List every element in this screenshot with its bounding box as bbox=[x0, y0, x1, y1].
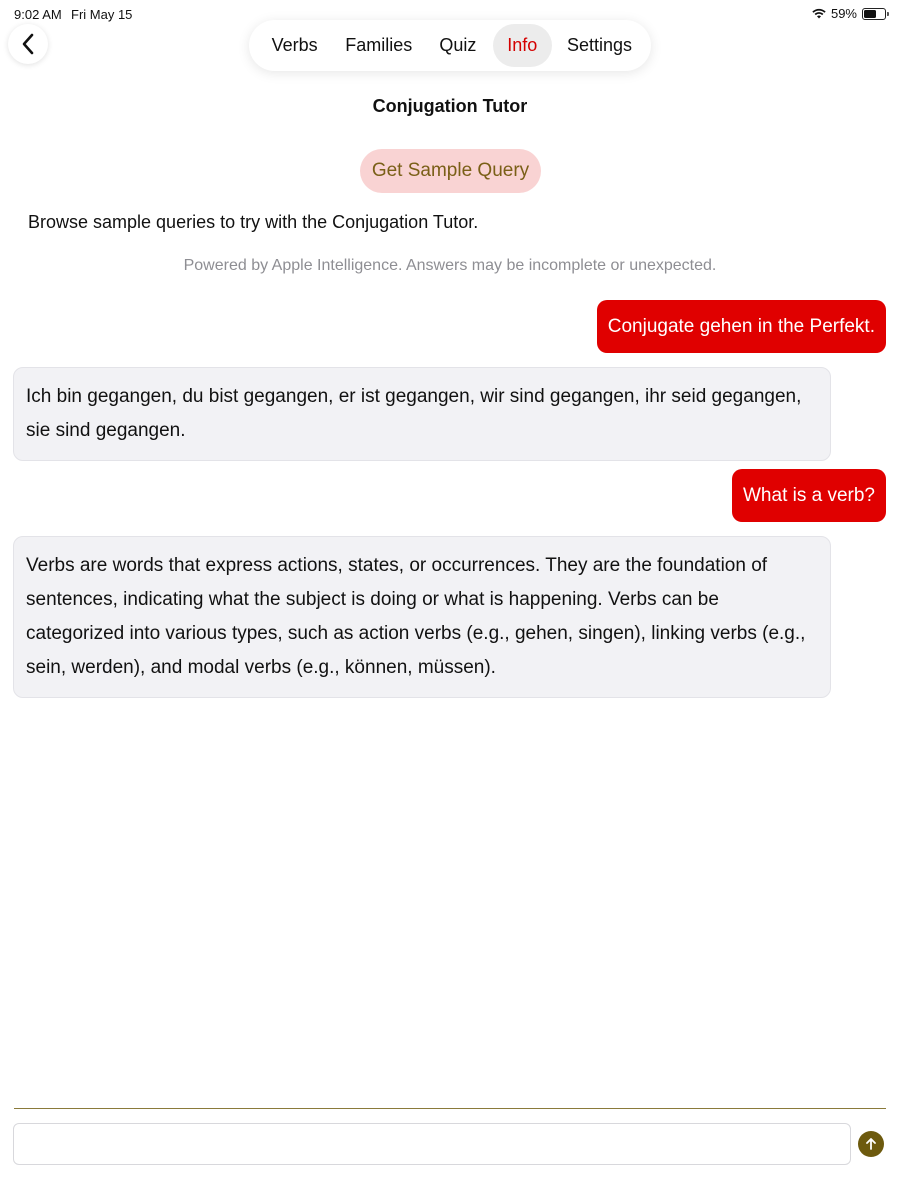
tab-verbs[interactable]: Verbs bbox=[271, 35, 318, 55]
assistant-message: Verbs are words that express actions, states, or occurrences. They are the foundation of sentences, indicating what the subject is doing or what is happening. Verbs can be categorized into various types, such as action verbs (e.g., gehen, singen), linking verbs (e.g., sein, werden), and modal verbs (e.g., können, müssen). bbox=[13, 536, 831, 698]
user-message: What is a verb? bbox=[732, 469, 886, 522]
battery-icon bbox=[862, 8, 886, 20]
user-message: Conjugate gehen in the Perfekt. bbox=[597, 300, 886, 353]
assistant-message: Ich bin gegangen, du bist gegangen, er ist gegangen, wir sind gegangen, ihr seid gegangen, sie sind gegangen. bbox=[13, 367, 831, 461]
arrow-up-icon bbox=[864, 1137, 878, 1151]
tab-quiz[interactable]: Quiz bbox=[439, 35, 477, 55]
wifi-icon bbox=[812, 8, 826, 19]
get-sample-query-button[interactable]: Get Sample Query bbox=[360, 149, 541, 193]
status-time: 9:02 AM bbox=[14, 7, 62, 22]
disclaimer-text: Powered by Apple Intelligence. Answers may be incomplete or unexpected. bbox=[183, 257, 717, 274]
chevron-left-icon bbox=[21, 33, 35, 55]
tab-bar bbox=[249, 20, 651, 71]
back-button[interactable] bbox=[8, 24, 48, 64]
page-title: Conjugation Tutor bbox=[372, 96, 528, 116]
status-date: Fri May 15 bbox=[71, 7, 133, 22]
status-indicators bbox=[812, 6, 886, 21]
battery-percent: 59% bbox=[830, 6, 857, 21]
composer-divider bbox=[14, 1108, 886, 1109]
intro-text: Browse sample queries to try with the Conjugation Tutor. bbox=[28, 212, 479, 232]
tab-settings[interactable]: Settings bbox=[566, 35, 632, 55]
message-input[interactable] bbox=[13, 1123, 851, 1165]
tab-info[interactable]: Info bbox=[493, 24, 552, 67]
send-button[interactable] bbox=[858, 1131, 884, 1157]
battery-level bbox=[864, 10, 876, 18]
tab-families[interactable]: Families bbox=[345, 35, 413, 55]
